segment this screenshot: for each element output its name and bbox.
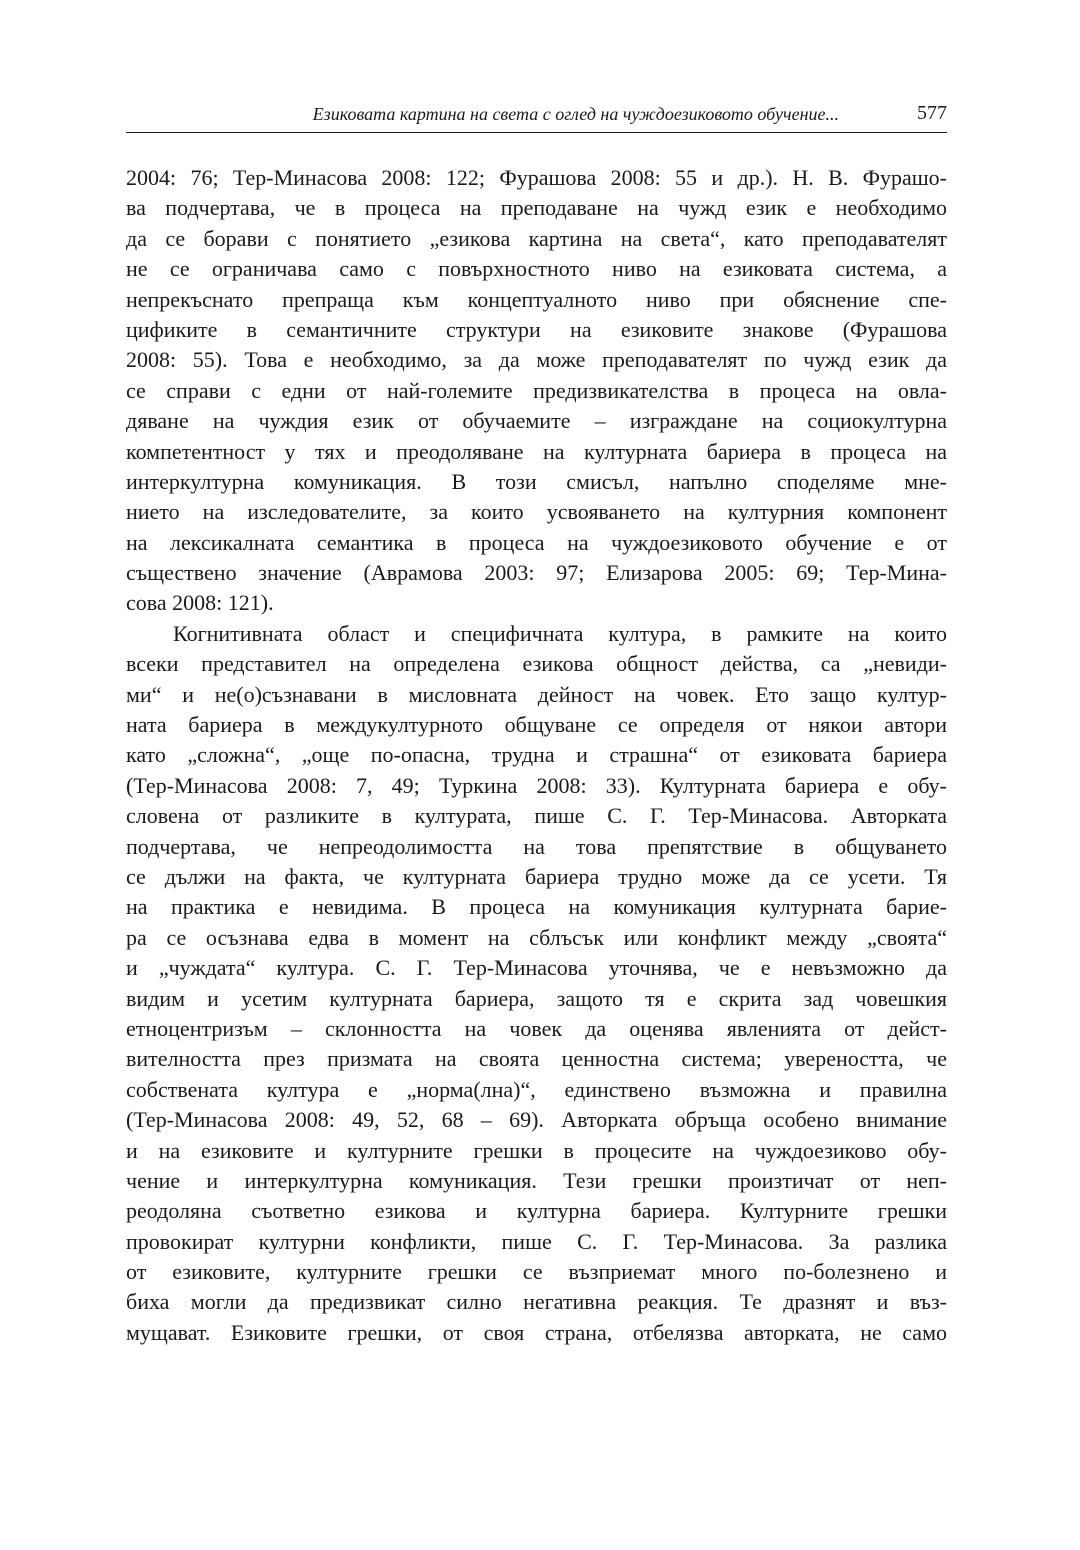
- text-line: интеркултурна комуникация. В този смисъл, напълно споделяме мне-: [126, 468, 947, 494]
- text-line: сова 2008: 121).: [126, 590, 274, 616]
- text-line: и на езиковите и културните грешки в процесите на чуждоезиково обу-: [126, 1137, 947, 1163]
- text-line: 2008: 55). Това е необходимо, за да може преподавателят по чужд език да: [126, 347, 947, 373]
- text-line: като „сложна“, „още по-опасна, трудна и страшна“ от езиковата бариера: [126, 742, 947, 768]
- text-line: ната бариера в междукултурното общуване се определя от някои автори: [126, 712, 947, 738]
- text-line: компетентност у тях и преодоляване на културната бариера в процеса на: [126, 438, 947, 464]
- text-line: реодоляна съответно езикова и културна бариера. Културните грешки: [126, 1198, 947, 1224]
- text-line: се дължи на факта, че културната бариера трудно може да се усети. Тя: [126, 863, 947, 889]
- text-line: Когнитивната област и специфичната култура, в рамките на които: [173, 620, 947, 646]
- text-line: етноцентризъм – склонността на човек да оценява явленията от дейст-: [126, 1015, 947, 1041]
- paragraph-2: [126, 619, 947, 1348]
- text-line: от езиковите, културните грешки се възприемат много по-болезнено и: [126, 1259, 947, 1285]
- text-line: видим и усетим културната бариера, защото тя е скрита зад човешкия: [126, 985, 947, 1011]
- text-line: (Тер-Минасова 2008: 49, 52, 68 – 69). Авторката обръща особено внимание: [126, 1107, 947, 1133]
- text-line: цификите в семантичните структури на езиковите знакове (Фурашова: [126, 316, 947, 342]
- text-line: на практика е невидима. В процеса на комуникация културната барие-: [126, 894, 947, 920]
- text-line: ра се осъзнава едва в момент на сблъсък или конфликт между „своята“: [126, 924, 947, 950]
- text-line: подчертава, че непреодолимостта на това препятствие в общуването: [126, 833, 947, 859]
- text-line: чение и интеркултурна комуникация. Тези грешки произтичат от неп-: [126, 1167, 947, 1193]
- text-line: се справи с едни от най-големите предизвикателства в процеса на овла-: [126, 377, 947, 403]
- text-line: да се борави с понятието „езикова картина на света“, като преподавателят: [126, 225, 947, 251]
- text-line: биха могли да предизвикат силно негативна реакция. Те дразнят и въз-: [126, 1289, 947, 1315]
- body-text: [126, 163, 947, 1348]
- page-number: 577: [917, 102, 947, 124]
- text-line: вителността през призмата на своята ценностна система; увереността, че: [126, 1046, 947, 1072]
- text-line: 2004: 76; Тер-Минасова 2008: 122; Фурашова 2008: 55 и др.). Н. В. Фурашо-: [126, 165, 947, 190]
- text-line: непрекъснато препраща към концептуалното ниво при обяснение спе-: [126, 286, 947, 312]
- text-line: собствената култура е „норма(лна)“, единствено възможна и правилна: [126, 1076, 947, 1102]
- text-line: словена от разликите в културата, пише С. Г. Тер-Минасова. Авторката: [126, 803, 947, 829]
- text-line: съществено значение (Аврамова 2003: 97; Елизарова 2005: 69; Тер-Мина-: [126, 560, 947, 586]
- text-line: провокират културни конфликти, пише С. Г. Тер-Минасова. За разлика: [126, 1228, 947, 1254]
- text-line: всеки представител на определена езикова общност действа, са „невиди-: [126, 651, 947, 677]
- paragraph-1: [126, 163, 947, 619]
- text-line: ми“ и не(о)съзнавани в мисловната дейност на човек. Ето защо култур-: [126, 681, 947, 707]
- text-line: нието на изследователите, за които усвояването на културния компонент: [126, 499, 947, 525]
- text-line: (Тер-Минасова 2008: 7, 49; Туркина 2008: 33). Културната бариера е обу-: [126, 772, 947, 798]
- text-line: и „чуждата“ култура. С. Г. Тер-Минасова уточнява, че е невъзможно да: [126, 955, 947, 981]
- running-header-title: Езиковата картина на света с оглед на чуждоезиковото обучение...: [312, 104, 839, 124]
- text-line: на лексикалната семантика в процеса на чуждоезиковото обучение е от: [126, 529, 947, 555]
- text-line: мущават. Езиковите грешки, от своя страна, отбелязва авторката, не само: [126, 1319, 947, 1345]
- running-header: [126, 98, 947, 133]
- book-page: [126, 0, 947, 1550]
- text-line: не се ограничава само с повърхностното ниво на езиковата система, а: [126, 256, 947, 282]
- text-line: ва подчертава, че в процеса на преподаване на чужд език е необходимо: [126, 195, 947, 221]
- text-line: дяване на чуждия език от обучаемите – изграждане на социокултурна: [126, 408, 947, 434]
